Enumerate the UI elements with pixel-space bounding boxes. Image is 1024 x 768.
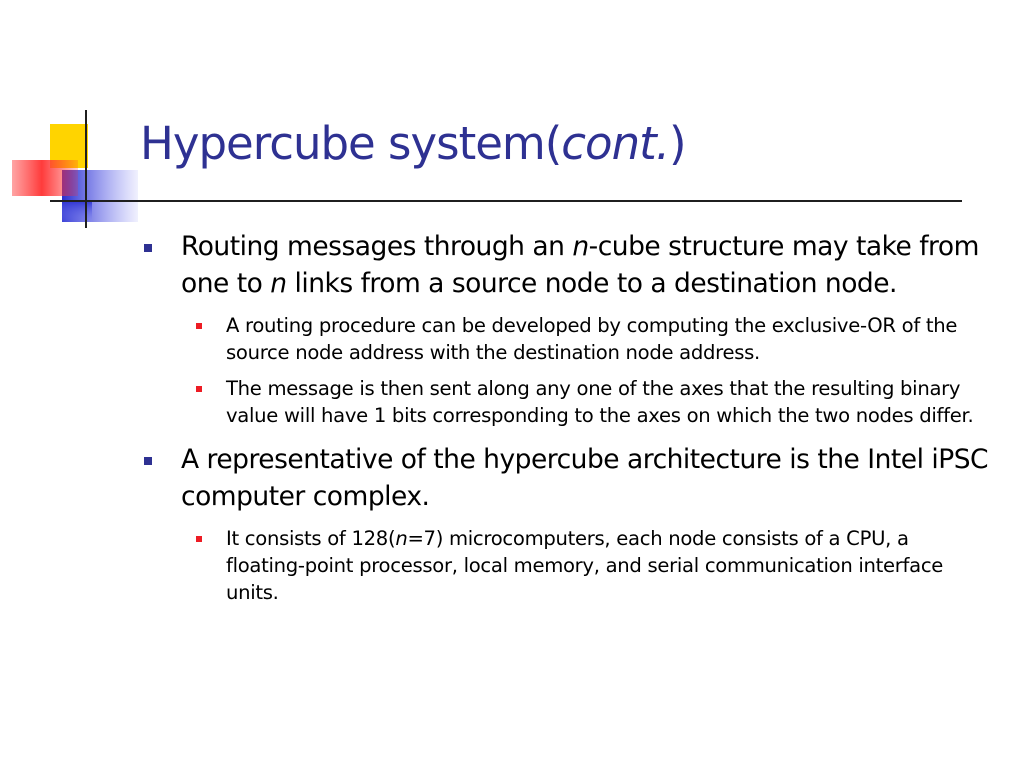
sub-bullet-message-sent	[226, 375, 990, 429]
bullet-text: A representative of the hypercube architecture is the Intel iPSC computer complex.	[181, 444, 989, 512]
title-main: Hypercube system(	[140, 117, 562, 170]
slide-body	[140, 228, 990, 606]
text-segment: Routing messages through an	[181, 231, 573, 262]
slide-title	[140, 114, 686, 174]
italic-n: n	[572, 231, 589, 262]
italic-n: n	[270, 268, 287, 299]
bullet-text	[181, 231, 979, 299]
text-segment: links from a source node to a destination node.	[286, 268, 897, 299]
square-bullet-icon	[196, 323, 202, 329]
sub-bullet-text: A routing procedure can be developed by computing the exclusive-OR of the source node address with the destination node address.	[226, 314, 958, 364]
square-bullet-icon	[196, 386, 202, 392]
corner-decoration	[0, 0, 140, 240]
title-rule	[50, 200, 962, 202]
sub-bullet-text: The message is then sent along any one of the axes that the resulting binary value will have 1 bits corresponding to the axes on which the two nodes differ.	[226, 377, 974, 427]
title-italic: cont.	[561, 117, 670, 170]
bullet-routing	[140, 228, 990, 302]
text-segment: =7) microcomputers, each node consists of a CPU, a floating-point processor, local memory, and serial communication interface units.	[226, 527, 944, 604]
red-bar	[12, 160, 78, 196]
square-bullet-icon	[144, 244, 152, 252]
square-bullet-icon	[144, 457, 152, 465]
square-bullet-icon	[196, 536, 202, 542]
italic-n: n	[395, 527, 408, 550]
sub-bullet-consists	[226, 525, 990, 606]
title-close: )	[669, 117, 686, 170]
text-segment: It consists of 128(	[226, 527, 396, 550]
sub-bullet-text	[226, 527, 943, 604]
bullet-representative	[140, 441, 990, 515]
text-segment: -cube structure may take from one to	[181, 231, 979, 299]
sub-bullet-routing-procedure	[226, 312, 990, 366]
